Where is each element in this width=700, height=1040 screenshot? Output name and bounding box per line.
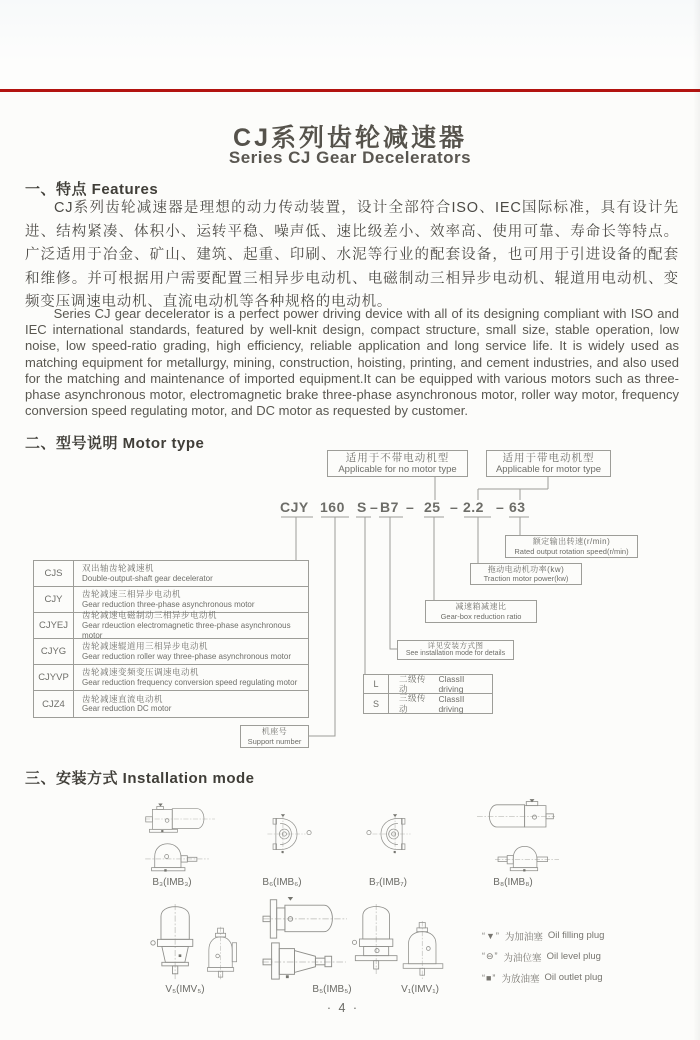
model-code: CJYG [34, 639, 74, 664]
callout-reduction-ratio [425, 600, 537, 623]
table-row [34, 691, 308, 717]
model-desc-en: Double-output-shaft gear decelerator [82, 573, 213, 583]
figure-b5-top [262, 897, 348, 939]
model-desc-cn: 齿轮减速变频变压调速电动机 [82, 667, 200, 678]
callout-no-motor-cn: 适用于不带电动机型 [345, 452, 450, 464]
code-token-mount: B7 [380, 499, 399, 515]
model-code: CJS [34, 561, 74, 586]
code-dash-3: – [450, 499, 459, 515]
model-series-table [33, 560, 309, 718]
figure-b8-bottom [495, 839, 559, 875]
model-desc-cn: 齿轮减速三相异步电动机 [82, 589, 182, 600]
model-code: CJYVP [34, 665, 74, 690]
code-token-series: CJY [280, 499, 309, 515]
legend-en: Oil level plug [546, 951, 601, 962]
drive-class-cn: 三级传动 [399, 693, 427, 714]
drive-class-en: ClassII driving [438, 674, 465, 694]
figure-label-b7: B₇(IMB₇) [369, 877, 407, 888]
callout-rated-speed-en: Rated output rotation speed(r/min) [514, 546, 629, 556]
figure-b3-bottom [145, 839, 209, 874]
callout-motor-type [486, 450, 611, 477]
code-dash-4: – [496, 499, 505, 515]
model-code: CJZ4 [34, 691, 74, 717]
model-code: CJY [34, 587, 74, 612]
figure-label-b3: B₃(IMB₃) [152, 877, 192, 888]
callout-no-motor-type [327, 450, 468, 477]
features-paragraph-en: Series CJ gear decelerator is a perfect power driving device with all of its designing compliant with ISO and IEC international standards, featured by well-knit design, compact structure, small size, stable operation, low noise, low speed-ratio grading, high efficiency, reliable application and long service life. It is widely used as matching equipment for metallurgy, mining, construction, hoisting, printing, and cement industries, and also used for the matching and maintenance of imported equipment.It can be equipped with various motors such as three-phase asynchronous motor, electromagnetic brake three-phase asynchronous motor, roller way motor, frequency conversion speed regulating motor, and DC motor as requested by customer. [25, 306, 679, 419]
legend-oil-outlet [482, 967, 604, 988]
table-row [34, 561, 308, 587]
model-desc-en: Gear reduction three-phase asynchronous motor [82, 599, 255, 609]
callout-reduction-ratio-cn: 减速箱减速比 [455, 602, 507, 612]
page-number: · 4 · [326, 1001, 360, 1015]
drive-class-code: S [364, 694, 389, 713]
plug-legend [482, 925, 604, 988]
header-rule [0, 89, 700, 92]
callout-reduction-ratio-en: Gear-box reduction ratio [440, 611, 522, 621]
page-title: CJ系列齿轮减速器 [233, 124, 467, 152]
table-row [34, 610, 308, 640]
model-desc-en: Gear reduction roller way three-phase asynchronous motor [82, 651, 291, 661]
figure-b5-bottom [258, 941, 350, 981]
figure-b6 [266, 812, 314, 856]
legend-oil-level [482, 946, 604, 967]
page-subtitle: Series CJ Gear Decelerators [228, 148, 472, 167]
code-token-frame: 160 [320, 499, 345, 515]
drive-class-en: ClassII driving [438, 693, 465, 714]
callout-motor-en: Applicable for motor type [495, 464, 602, 475]
oil-outlet-plug-icon: “■” [482, 972, 497, 983]
drive-class-table [363, 674, 493, 714]
figure-label-b5: B₅(IMB₅) [312, 984, 352, 995]
figure-v1-left [352, 903, 402, 975]
callout-support-number-cn: 机座号 [261, 727, 288, 737]
figure-b8-top [477, 797, 555, 834]
figure-label-v1: V₁(IMV₁) [401, 984, 439, 995]
figure-label-v5: V₅(IMV₅) [165, 984, 205, 995]
callout-no-motor-en: Applicable for no motor type [338, 464, 457, 475]
section-motor-type-heading: 二、型号说明 Motor type [25, 435, 205, 452]
figure-label-b6: B₆(IMB₆) [262, 877, 302, 888]
table-row [34, 639, 308, 665]
figure-v5-right [203, 925, 241, 981]
model-desc-cn: 双出轴齿轮减速机 [82, 563, 155, 574]
figure-label-b8: B₈(IMB₈) [493, 877, 533, 888]
code-token-power: 2.2 [463, 499, 484, 515]
drive-class-row-L [364, 675, 492, 694]
figure-b3-top [145, 801, 215, 837]
section-features-heading: 一、特点 Features [25, 181, 159, 198]
callout-motor-power-cn: 拖动电动机功率(kw) [487, 564, 565, 574]
callout-installation-en: See installation mode for details [405, 650, 506, 658]
callout-support-number [240, 725, 309, 748]
legend-cn: 为油位塞 [503, 952, 542, 964]
callout-support-number-en: Support number [247, 736, 302, 746]
code-token-speed: 63 [509, 499, 526, 515]
table-row [34, 665, 308, 691]
model-desc-cn: 齿轮减速辊道用三相异步电动机 [82, 641, 209, 652]
model-desc-en: Gear reduction frequency conversion speed regulating motor [82, 677, 298, 687]
callout-installation-cn: 详见安装方式图 [427, 641, 484, 651]
legend-oil-filling [482, 925, 604, 946]
legend-en: Oil outlet plug [544, 972, 603, 983]
model-code: CJYEJ [34, 613, 74, 638]
figure-v1-right [400, 921, 446, 979]
figure-b7 [364, 812, 412, 856]
features-paragraph-cn: CJ系列齿轮减速器是理想的动力传动装置，设计全部符合ISO、IEC国际标准，具有设计先进、结构紧凑、体积小、运转平稳、噪声低、速比级差小、效率高、使用可靠、寿命长等特点。广泛适用于冶金、矿山、建筑、起重、印刷、水泥等行业的配套设备，也可用于引进设备的配套和维修。并可根据用户需要配置三相异步电动机、电磁制动三相异步电动机、辊道用电动机、变频变压调速电动机、直流电动机等各种规格的电动机。 [25, 200, 679, 310]
drive-class-row-S [364, 694, 492, 713]
callout-rated-speed [505, 535, 638, 558]
legend-cn: 为放油塞 [501, 973, 540, 985]
model-desc-cn: 齿轮减速电磁制动三相异步电动机 [82, 610, 218, 621]
figure-v5-left [148, 904, 204, 980]
table-row [34, 587, 308, 613]
drive-class-code: L [364, 675, 389, 693]
code-token-ratio: 25 [424, 499, 441, 515]
code-dash-1: – [370, 499, 379, 515]
model-desc-cn: 齿轮减速直流电动机 [82, 693, 164, 704]
section-installation-heading: 三、安装方式 Installation mode [25, 770, 255, 787]
code-dash-2: – [406, 499, 415, 515]
model-desc-en: Gear reduction DC motor [82, 704, 172, 714]
callout-installation-mode [397, 640, 514, 660]
callout-rated-speed-cn: 额定输出转速(r/min) [532, 537, 611, 547]
code-token-stage: S [357, 499, 367, 515]
callout-motor-power [470, 563, 582, 585]
callout-motor-cn: 适用于带电动机型 [502, 452, 595, 464]
legend-en: Oil filling plug [547, 930, 605, 941]
oil-filling-plug-icon: “▼” [482, 930, 500, 941]
legend-cn: 为加油塞 [504, 931, 543, 943]
callout-motor-power-en: Traction motor power(kw) [483, 574, 569, 584]
drive-class-cn: 二级传动 [399, 673, 427, 694]
model-desc-en: Gear rdeuction electromagnetic three-phase asynchronous motor [82, 620, 291, 640]
oil-level-plug-icon: “⊖” [482, 951, 499, 961]
